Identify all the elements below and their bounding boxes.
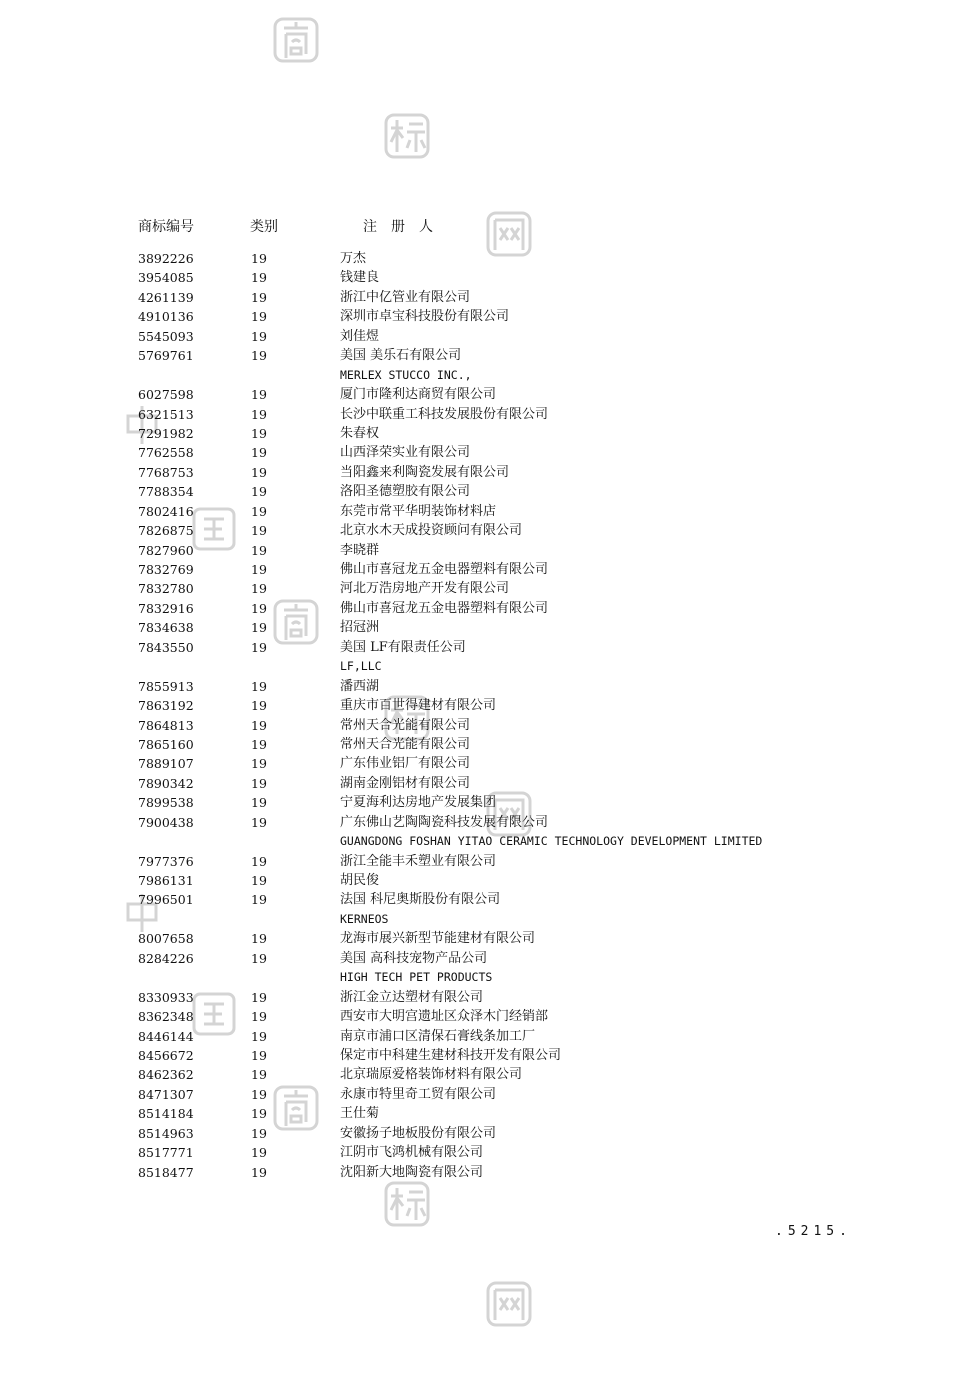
trademark-number-cell: 6027598 [138,387,194,403]
trademark-number-cell: 7832780 [138,581,194,597]
registrant-cell: 浙江金立达塑材有限公司 [340,989,484,1005]
registrant-cell: 河北万浩房地产开发有限公司 [340,581,510,597]
table-row [0,1007,980,1026]
table-row [0,579,980,598]
class-cell: 19 [251,1086,267,1102]
table-row [0,638,980,657]
class-cell: 19 [251,464,267,480]
registrant-cell: 浙江中亿管业有限公司 [340,289,471,305]
class-cell: 19 [251,698,267,714]
registrant-cell: 永康市特里奇工贸有限公司 [340,1086,497,1102]
table-row [0,813,980,832]
class-cell: 19 [251,620,267,636]
registrant-cell: 保定市中科建生建材科技开发有限公司 [340,1047,562,1063]
table-row [0,929,980,948]
registrant-cell: 王仕菊 [340,1106,380,1122]
registrant-cell: KERNEOS [340,911,389,926]
table-row [0,696,980,715]
registrant-cell: 安徽扬子地板股份有限公司 [340,1125,497,1141]
table-row [0,346,980,365]
trademark-number-cell: 3892226 [138,251,194,266]
watermark-stamp-biao [383,1180,431,1228]
table-header [0,216,980,236]
registrant-cell: 潘西湖 [340,678,380,694]
registrant-cell: 江阴市飞鸿机械有限公司 [340,1145,484,1161]
class-cell: 19 [251,1047,267,1063]
trademark-number-cell: 7890342 [138,775,194,791]
class-cell: 19 [251,853,267,869]
table-row [0,288,980,307]
class-cell: 19 [251,892,267,908]
class-cell: 19 [251,425,267,441]
table-row [0,249,980,268]
table-row [0,1065,980,1084]
class-cell: 19 [251,309,267,325]
table-row [0,618,980,637]
trademark-number-cell: 7826875 [138,523,194,539]
class-cell: 19 [251,503,267,519]
class-cell: 19 [251,717,267,733]
class-cell: 19 [251,775,267,791]
table-row [0,405,980,424]
class-cell: 19 [251,562,267,577]
registrant-cell: 宁夏海利达房地产发展集团 [340,795,497,811]
table-row [0,482,980,501]
table-row [0,521,980,540]
registrant-cell: 北京水木天成投资顾问有限公司 [340,523,523,539]
table-row [0,560,980,579]
trademark-number-cell: 7291982 [138,425,194,441]
trademark-number-cell: 8007658 [138,931,194,947]
class-cell: 19 [251,1125,267,1141]
trademark-number-cell: 7977376 [138,853,194,869]
class-cell: 19 [251,581,267,597]
registrant-cell: MERLEX STUCCO INC., [340,367,472,382]
trademark-number-cell: 7834638 [138,620,194,636]
registrant-cell: 厦门市隆利达商贸有限公司 [340,387,497,403]
registrant-cell: 长沙中联重工科技发展股份有限公司 [340,406,549,422]
class-cell: 19 [251,931,267,947]
trademark-number-cell: 7768753 [138,464,194,480]
registrant-cell: 李晓群 [340,542,380,558]
trademark-number-cell: 8362348 [138,1009,194,1025]
registrant-cell: 朱春权 [340,425,380,441]
table-row [0,599,980,618]
trademark-number-cell: 8330933 [138,989,194,1005]
registrant-cell: 重庆市百世得建材有限公司 [340,698,497,714]
class-cell: 19 [251,406,267,422]
trademark-number-cell: 8456672 [138,1047,194,1063]
table-row [0,968,980,987]
table-row [0,366,980,385]
table-row [0,327,980,346]
trademark-number-cell: 7865160 [138,736,194,752]
table-row [0,1163,980,1182]
trademark-number-cell: 8517771 [138,1145,194,1161]
class-cell: 19 [251,542,267,558]
class-cell: 19 [251,814,267,830]
class-cell: 19 [251,445,267,461]
table-row [0,832,980,851]
class-cell: 19 [251,1067,267,1083]
class-cell: 19 [251,270,267,286]
trademark-number-cell: 7832916 [138,600,194,616]
registrant-cell: 美国 LF有限责任公司 [340,639,466,655]
registrant-cell: LF,LLC [340,659,382,674]
registrant-cell: 洛阳圣德塑胶有限公司 [340,484,471,500]
trademark-number-cell: 7986131 [138,873,194,888]
registrant-cell: 龙海市展兴新型节能建材有限公司 [340,931,536,947]
class-cell: 19 [251,523,267,539]
registrant-cell: 法国 科尼奥斯股份有限公司 [340,892,501,908]
watermark-stamp-biao [383,112,431,160]
table-row [0,1124,980,1143]
table-row [0,774,980,793]
table-row [0,716,980,735]
header-registrant: 注册人 [363,219,447,235]
table-row [0,949,980,968]
class-cell: 19 [251,950,267,966]
class-cell: 19 [251,484,267,500]
trademark-number-cell: 7900438 [138,814,194,830]
registrant-cell: 当阳鑫来利陶瓷发展有限公司 [340,464,510,480]
table-row [0,443,980,462]
table-row [0,268,980,287]
trademark-number-cell: 7843550 [138,639,194,655]
table-row [0,890,980,909]
class-cell: 19 [251,251,267,266]
registrant-cell: 常州天合光能有限公司 [340,717,471,733]
trademark-number-cell: 7863192 [138,698,194,714]
trademark-number-cell: 4261139 [138,289,194,305]
trademark-number-cell: 7996501 [138,892,194,908]
class-cell: 19 [251,328,267,344]
trademark-number-cell: 8446144 [138,1028,194,1044]
class-cell: 19 [251,1145,267,1161]
registrant-cell: 常州天合光能有限公司 [340,736,471,752]
watermark-stamp-shang [272,16,320,64]
table-row [0,502,980,521]
registrant-cell: 山西泽荣实业有限公司 [340,445,471,461]
class-cell: 19 [251,348,267,364]
registrant-cell: 广东佛山艺陶陶瓷科技发展有限公司 [340,814,549,830]
trademark-number-cell: 6321513 [138,406,194,422]
table-row [0,1143,980,1162]
class-cell: 19 [251,600,267,616]
table-row [0,910,980,929]
class-cell: 19 [251,873,267,888]
table-row [0,988,980,1007]
trademark-number-cell: 7864813 [138,717,194,733]
class-cell: 19 [251,639,267,655]
table-row [0,1046,980,1065]
trademark-number-cell: 8518477 [138,1164,194,1180]
class-cell: 19 [251,756,267,772]
registrant-cell: 佛山市喜冠龙五金电器塑料有限公司 [340,600,549,616]
trademark-number-cell: 5545093 [138,328,194,344]
trademark-number-cell: 8514184 [138,1106,194,1122]
registrant-cell: 北京瑞原爱格装饰材料有限公司 [340,1067,523,1083]
registrant-cell: 刘佳煜 [340,328,380,344]
trademark-number-cell: 8471307 [138,1086,194,1102]
trademark-number-cell: 7788354 [138,484,194,500]
class-cell: 19 [251,1009,267,1025]
trademark-number-cell: 5769761 [138,348,194,364]
header-trademark-number: 商标编号 [138,219,194,235]
registrant-cell: 深圳市卓宝科技股份有限公司 [340,309,510,325]
registrant-cell: 佛山市喜冠龙五金电器塑料有限公司 [340,562,549,577]
table-row [0,385,980,404]
table-row [0,1027,980,1046]
table-row [0,657,980,676]
table-row [0,1104,980,1123]
table-row [0,1085,980,1104]
registrant-cell: 钱建良 [340,270,380,286]
class-cell: 19 [251,1106,267,1122]
registration-table [0,249,980,1182]
registrant-cell: 万杰 [340,251,367,266]
registrant-cell: 广东伟业铝厂有限公司 [340,756,471,772]
registrant-cell: 浙江全能丰禾塑业有限公司 [340,853,497,869]
trademark-number-cell: 4910136 [138,309,194,325]
header-class: 类别 [250,219,278,235]
trademark-number-cell: 7802416 [138,503,194,519]
trademark-number-cell: 7832769 [138,562,194,577]
registrant-cell: HIGH TECH PET PRODUCTS [340,970,493,985]
table-row [0,852,980,871]
trademark-number-cell: 8462362 [138,1067,194,1083]
trademark-number-cell: 7889107 [138,756,194,772]
class-cell: 19 [251,989,267,1005]
class-cell: 19 [251,795,267,811]
table-row [0,754,980,773]
registrant-cell: 东莞市常平华明装饰材料店 [340,503,497,519]
page-number: .5215. [775,1224,852,1239]
table-row [0,424,980,443]
table-row [0,735,980,754]
table-row [0,541,980,560]
trademark-number-cell: 8284226 [138,950,194,966]
table-row [0,677,980,696]
registrant-cell: 招冠洲 [340,620,380,636]
table-row [0,793,980,812]
class-cell: 19 [251,1164,267,1180]
table-row [0,463,980,482]
registrant-cell: 西安市大明宫遗址区众泽木门经销部 [340,1009,549,1025]
class-cell: 19 [251,1028,267,1044]
trademark-number-cell: 7899538 [138,795,194,811]
registrant-cell: 美国 美乐石有限公司 [340,348,462,364]
registrant-cell: 湖南金刚铝材有限公司 [340,775,471,791]
registrant-cell: 美国 高科技宠物产品公司 [340,950,488,966]
registrant-cell: 沈阳新大地陶瓷有限公司 [340,1164,484,1180]
registrant-cell: 胡民俊 [340,873,380,888]
registrant-cell: 南京市浦口区清保石膏线条加工厂 [340,1028,536,1044]
trademark-number-cell: 7855913 [138,678,194,694]
trademark-number-cell: 7762558 [138,445,194,461]
class-cell: 19 [251,387,267,403]
table-row [0,307,980,326]
class-cell: 19 [251,289,267,305]
registrant-cell: GUANGDONG FOSHAN YITAO CERAMIC TECHNOLOGY DEVELOPMENT LIMITED [340,834,763,849]
trademark-number-cell: 7827960 [138,542,194,558]
watermark-stamp-wang [485,1280,533,1328]
class-cell: 19 [251,678,267,694]
trademark-number-cell: 3954085 [138,270,194,286]
trademark-number-cell: 8514963 [138,1125,194,1141]
class-cell: 19 [251,736,267,752]
table-row [0,871,980,890]
